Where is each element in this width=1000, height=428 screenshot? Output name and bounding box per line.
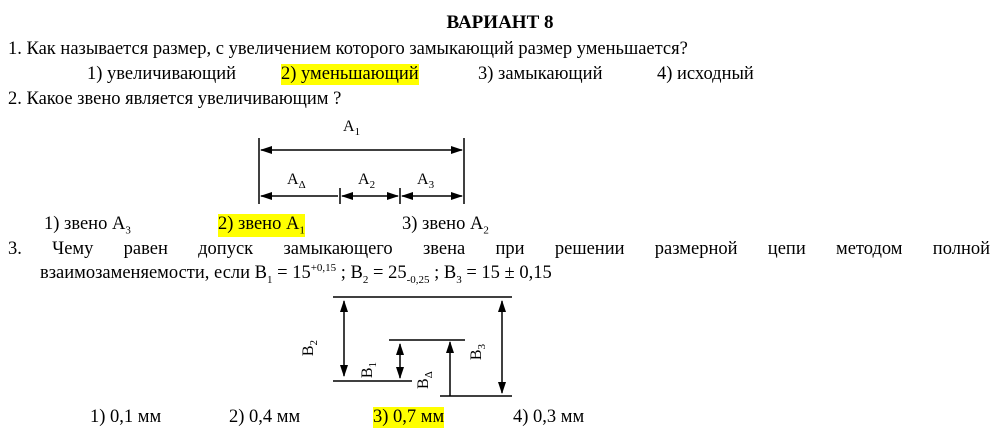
variant-title: ВАРИАНТ 8 — [446, 12, 554, 33]
label-a-delta: $A_\Delta$ — [287, 171, 306, 192]
q3-option-2[interactable]: 2) 0,4 мм — [229, 407, 301, 427]
question-3-conditions: взаимозаменяемости, если $В_1 = 15^{+0,15}$ ; $В_2 = 25_{-0,25}$ ; $В_3 = 15 \pm 0,15$ — [40, 262, 552, 286]
q1-option-4[interactable]: 4) исходный — [657, 64, 754, 84]
label-a3: $A_3$ — [417, 171, 435, 192]
question-1-text: 1. Как называется размер, с увеличением которого замыкающий размер уменьшается? — [8, 39, 688, 59]
q3-option-1[interactable]: 1) 0,1 мм — [90, 407, 162, 427]
q1-option-1[interactable]: 1) увеличивающий — [87, 64, 237, 84]
question-3-text: 3. Чему равен допуск замыкающего звена при решении размерной цепи методом полной — [8, 239, 990, 259]
label-b2: $B_2$ — [299, 340, 321, 357]
label-b1: $B_1$ — [358, 362, 380, 379]
q3-option-4[interactable]: 4) 0,3 мм — [513, 407, 585, 427]
q2-option-2[interactable]: 2) звено $А_1$ — [218, 214, 305, 237]
q2-option-1[interactable]: 1) звено $А_3$ — [44, 214, 131, 237]
label-b-delta: $B_\Delta$ — [414, 371, 435, 389]
label-a2: $A_2$ — [358, 171, 376, 192]
label-b3: $B_3$ — [467, 344, 489, 361]
question-2-text: 2. Какое звено является увеличивающим ? — [8, 89, 342, 109]
q2-option-3[interactable]: 3) звено $А_2$ — [402, 214, 489, 237]
label-a1: $A_1$ — [343, 118, 361, 139]
q1-option-2[interactable]: 2) уменьшающий — [281, 64, 419, 84]
q1-option-3[interactable]: 3) замыкающий — [478, 64, 603, 84]
q3-option-3[interactable]: 3) 0,7 мм — [373, 407, 445, 427]
